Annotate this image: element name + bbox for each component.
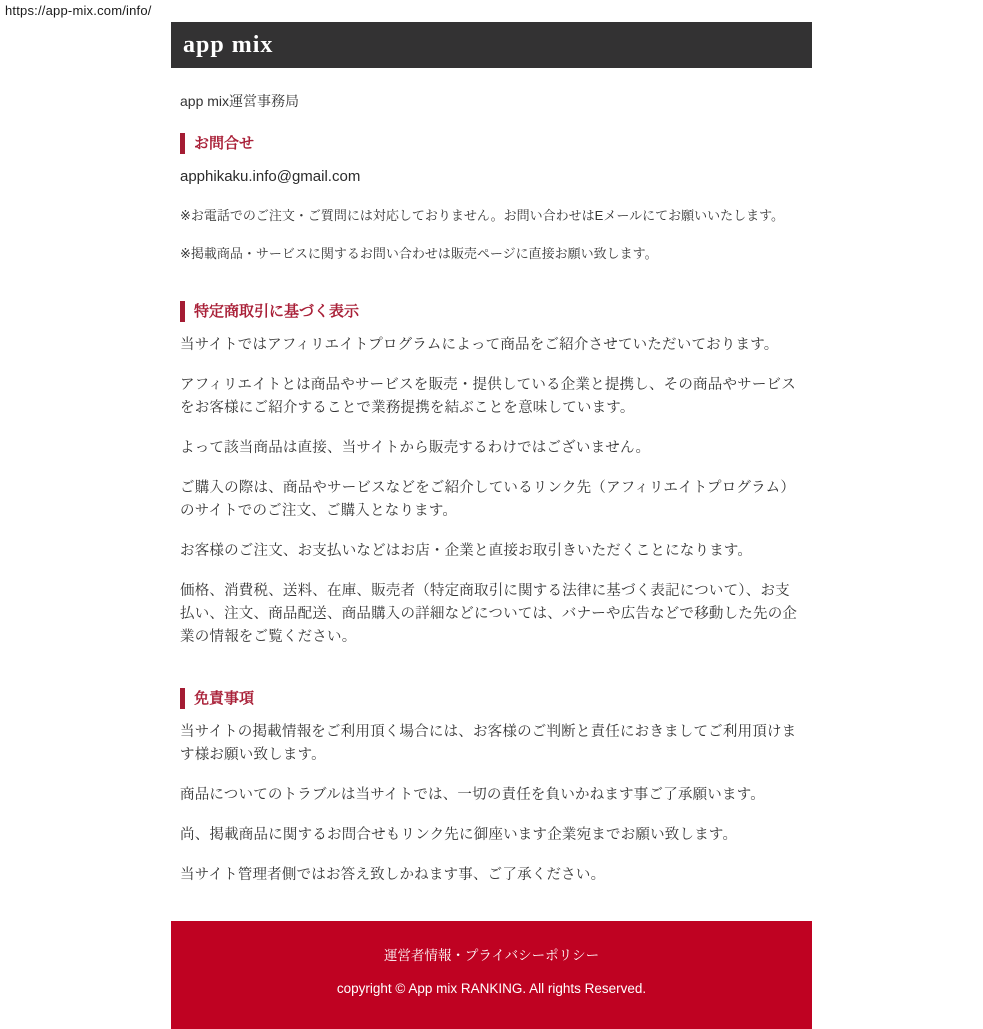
- heading-accent-bar: [180, 133, 185, 154]
- section-heading-label: お問合せ: [194, 134, 255, 152]
- body-paragraph: 商品についてのトラブルは当サイトでは、一切の責任を負いかねます事ご了承願います。: [180, 787, 765, 803]
- page-main: [171, 92, 812, 887]
- footer-copyright: copyright © App mix RANKING. All rights Reserved.: [336, 981, 647, 996]
- site-header: [171, 22, 812, 68]
- contact-note: ※掲載商品・サービスに関するお問い合わせは販売ページに直接お願い致します。: [180, 246, 658, 261]
- heading-accent-bar: [180, 688, 185, 709]
- body-paragraph: 当サイトの掲載情報をご利用頂く場合には、お客様のご判断と責任におきましてご利用頂けます様お願い致します。: [180, 724, 797, 763]
- body-paragraph: 価格、消費税、送料、在庫、販売者（特定商取引に関する法律に基づく表記について）、お支払い、注文、商品配送、商品購入の詳細などについては、バナーや広告などで移動した先の企業の情報をご覧ください。: [180, 583, 798, 645]
- contact-note: ※お電話でのご注文・ご質問には対応しておりません。お問い合わせはEメールにてお願いいたします。: [180, 208, 785, 223]
- section-heading-disclaimer: [180, 688, 803, 709]
- section-heading-label: 特定商取引に基づく表示: [194, 302, 360, 320]
- body-paragraph: アフィリエイトとは商品やサービスを販売・提供している企業と提携し、その商品やサービスをお客様にご紹介することで業務提携を結ぶことを意味しています。: [180, 377, 796, 416]
- section-heading-tokutei: [180, 301, 803, 322]
- heading-accent-bar: [180, 301, 185, 322]
- section-heading-label: 免責事項: [194, 689, 255, 707]
- contact-email: apphikaku.info@gmail.com: [180, 168, 361, 185]
- section-heading-contact: [180, 133, 803, 154]
- body-paragraph: お客様のご注文、お支払いなどはお店・企業と直接お取引きいただくことになります。: [180, 543, 753, 559]
- footer-privacy-policy-link[interactable]: 運営者情報・プライバシーポリシー: [383, 948, 600, 963]
- content-column: [171, 22, 812, 1029]
- site-title-link[interactable]: app mix: [183, 31, 274, 58]
- body-paragraph: 当サイトではアフィリエイトプログラムによって商品をご紹介させていただいております。: [180, 337, 779, 353]
- operator-name: app mix運営事務局: [180, 93, 300, 109]
- body-paragraph: 当サイト管理者側ではお答え致しかねます事、ご了承ください。: [180, 867, 606, 883]
- body-paragraph: ご購入の際は、商品やサービスなどをご紹介しているリンク先（アフィリエイトプログラム）のサイトでのご注文、ご購入となります。: [180, 480, 796, 519]
- page-url: https://app-mix.com/info/: [5, 3, 152, 18]
- body-paragraph: 尚、掲載商品に関するお問合せもリンク先に御座います企業宛までお願い致します。: [180, 827, 738, 843]
- body-paragraph: よって該当商品は直接、当サイトから販売するわけではございません。: [180, 440, 651, 456]
